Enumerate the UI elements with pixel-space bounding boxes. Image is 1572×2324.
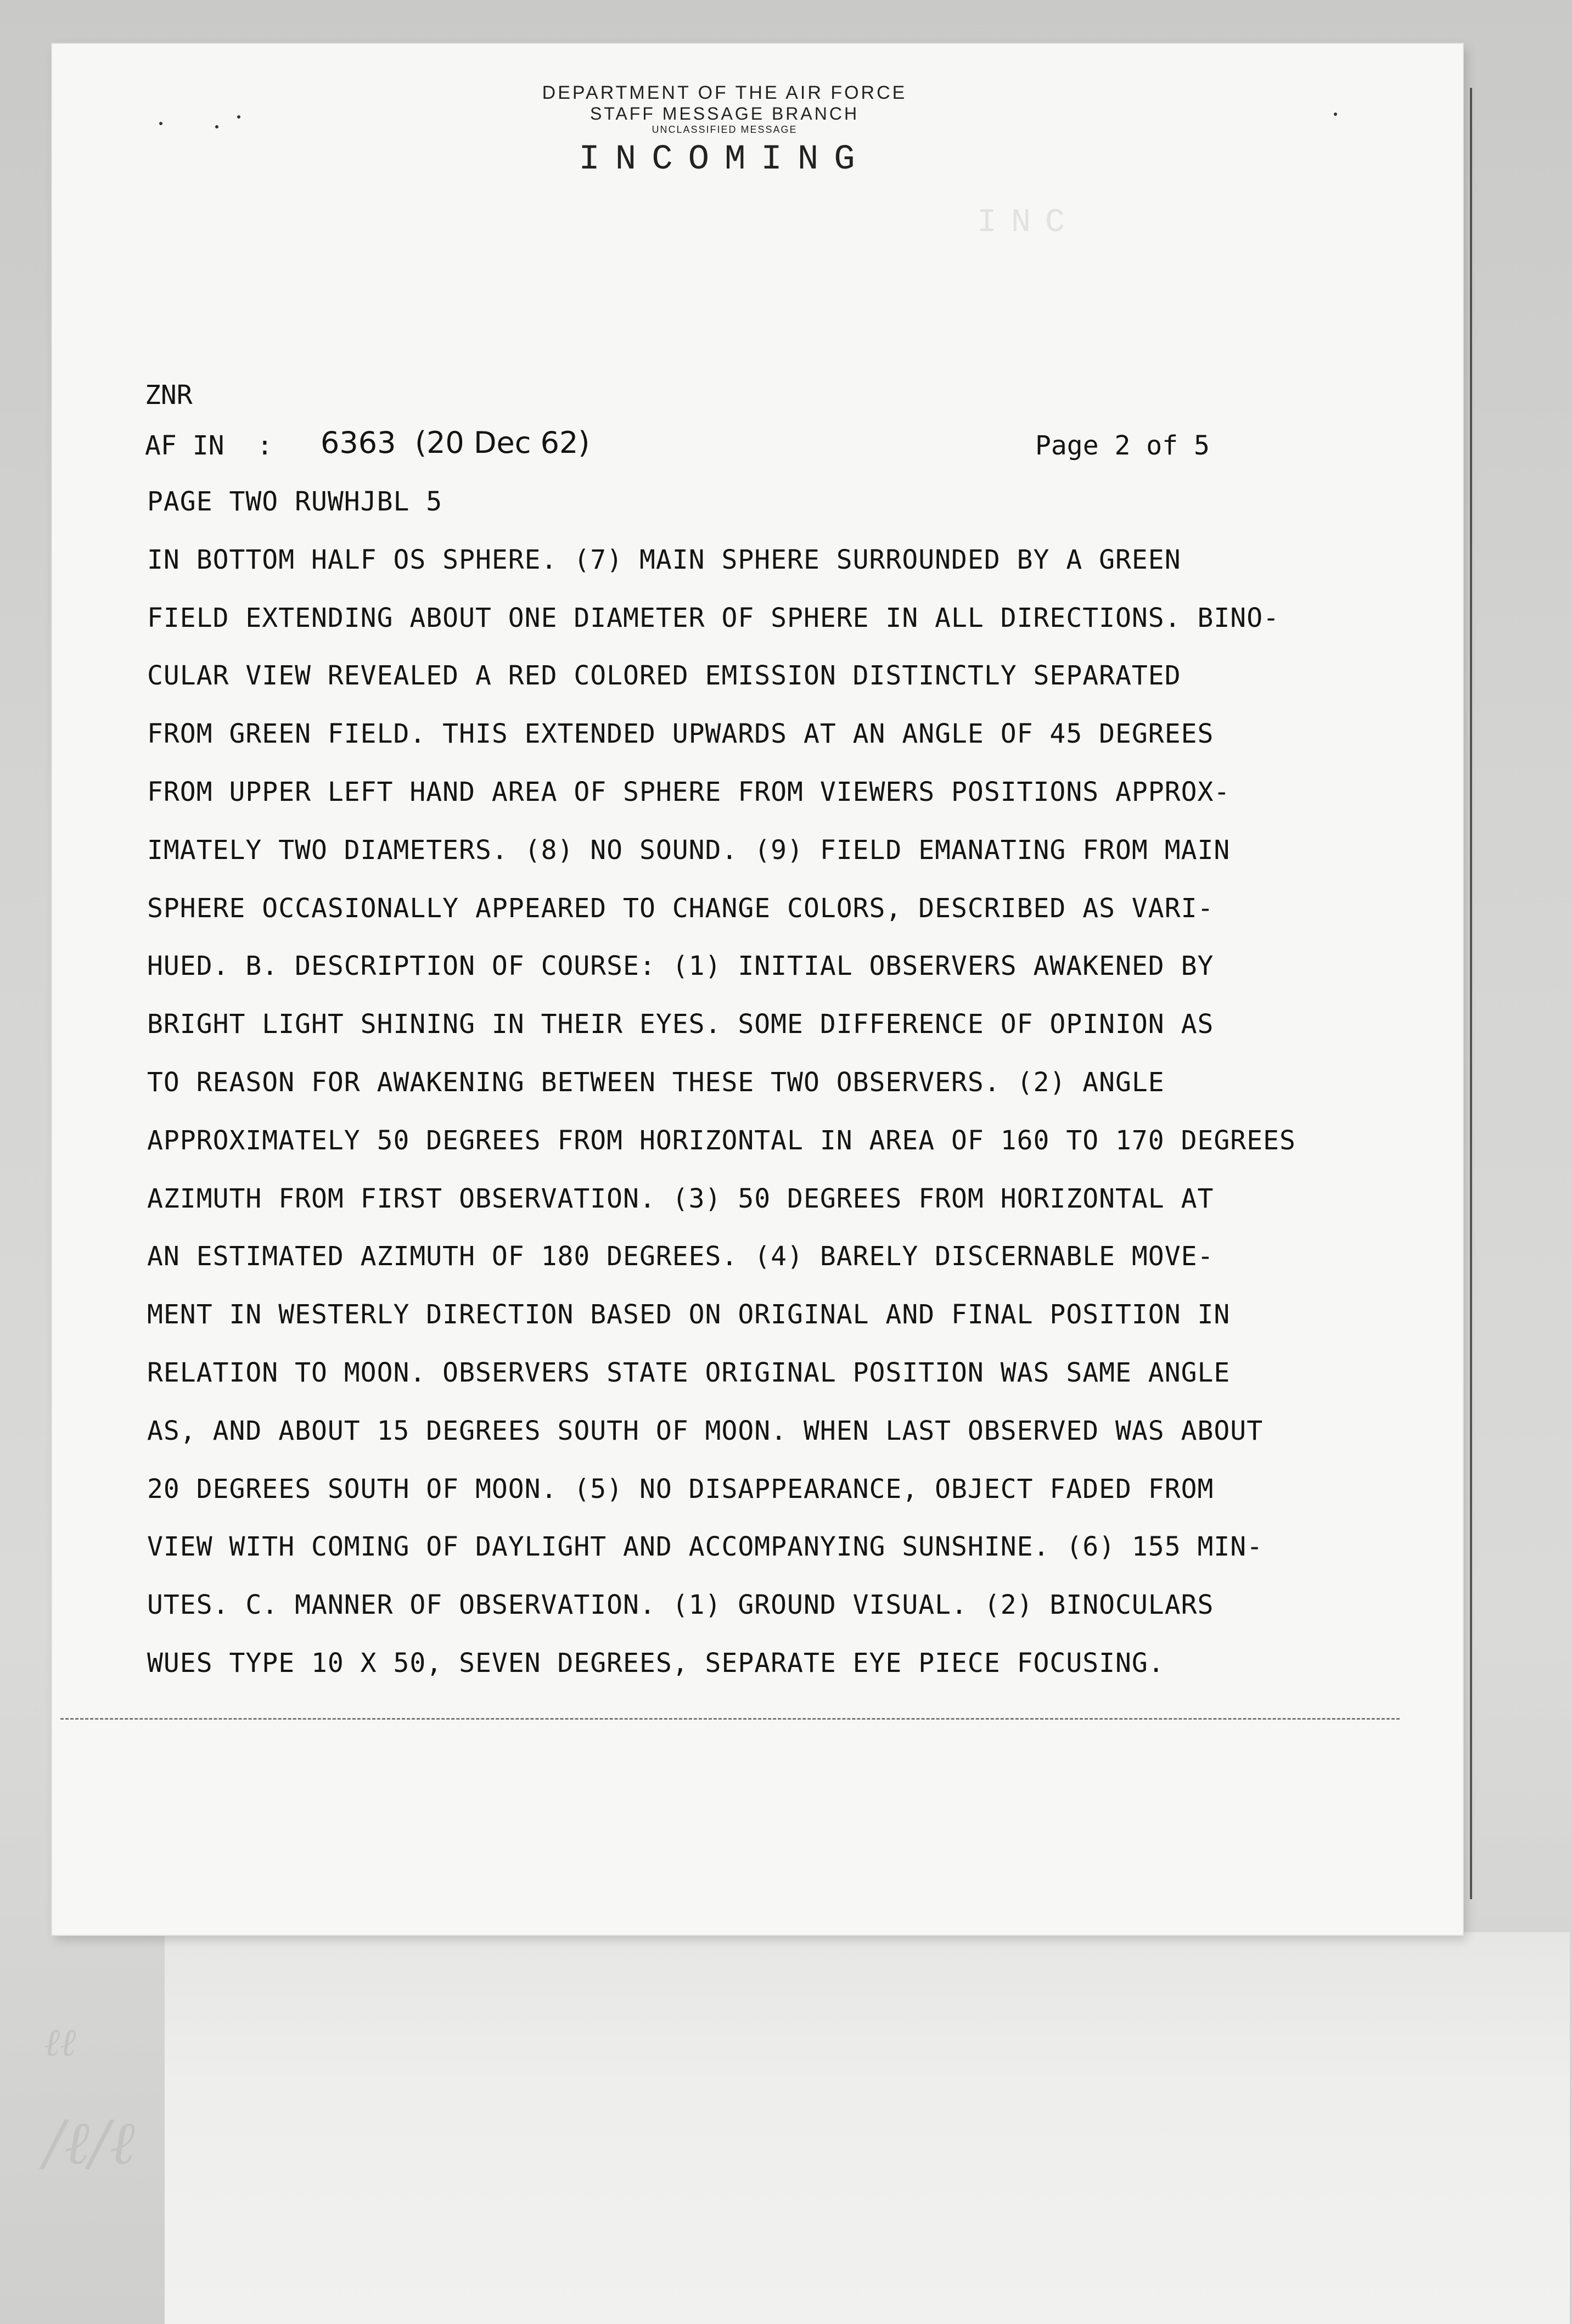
body-line: TO REASON FOR AWAKENING BETWEEN THESE TWO OBSERVERS. (2) ANGLE	[147, 1066, 1165, 1098]
body-line: FROM GREEN FIELD. THIS EXTENDED UPWARDS AT AN ANGLE OF 45 DEGREES	[147, 718, 1214, 750]
body-line: BRIGHT LIGHT SHINING IN THEIR EYES. SOME DIFFERENCE OF OPINION AS	[147, 1009, 1214, 1040]
paper-shadow	[165, 1932, 1570, 2324]
af-in-separator: :	[257, 430, 273, 461]
tear-line	[60, 1718, 1400, 1720]
body-line: 20 DEGREES SOUTH OF MOON. (5) NO DISAPPEARANCE, OBJECT FADED FROM	[147, 1473, 1214, 1505]
body-line: WUES TYPE 10 X 50, SEVEN DEGREES, SEPARATE EYE PIECE FOCUSING.	[147, 1647, 1165, 1679]
body-line: SPHERE OCCASIONALLY APPEARED TO CHANGE COLORS, DESCRIBED AS VARI-	[147, 892, 1214, 924]
body-line: FIELD EXTENDING ABOUT ONE DIAMETER OF SPHERE IN ALL DIRECTIONS. BINO-	[147, 602, 1279, 633]
af-in-date: (20 Dec 62)	[415, 425, 590, 460]
body-line: PAGE TWO RUWHJBL 5	[147, 486, 443, 517]
body-line: FROM UPPER LEFT HAND AREA OF SPHERE FROM VIEWERS POSITIONS APPROX-	[147, 776, 1231, 807]
message-body	[147, 486, 1431, 1708]
body-line: VIEW WITH COMING OF DAYLIGHT AND ACCOMPANYING SUNSHINE. (6) 155 MIN-	[147, 1531, 1264, 1563]
body-line: AS, AND ABOUT 15 DEGREES SOUTH OF MOON. WHEN LAST OBSERVED WAS ABOUT	[147, 1415, 1264, 1446]
body-line: AZIMUTH FROM FIRST OBSERVATION. (3) 50 DEGREES FROM HORIZONTAL AT	[147, 1183, 1214, 1214]
body-line: APPROXIMATELY 50 DEGREES FROM HORIZONTAL IN AREA OF 160 TO 170 DEGREES	[147, 1125, 1296, 1156]
branch-heading: STAFF MESSAGE BRANCH	[590, 104, 860, 124]
margin-rule	[1470, 88, 1472, 1899]
margin-scribble: /ℓ/ℓ	[44, 2108, 135, 2178]
af-in-number: 6363	[321, 425, 396, 460]
margin-scribble: ℓℓ	[44, 2020, 76, 2065]
body-line: MENT IN WESTERLY DIRECTION BASED ON ORIGINAL AND FINAL POSITION IN	[147, 1299, 1231, 1331]
incoming-title: INCOMING	[579, 139, 871, 179]
department-heading: DEPARTMENT OF THE AIR FORCE	[542, 82, 907, 103]
page-indicator: Page 2 of 5	[1035, 430, 1210, 461]
body-line: AN ESTIMATED AZIMUTH OF 180 DEGREES. (4) BARELY DISCERNABLE MOVE-	[147, 1241, 1214, 1272]
body-line: UTES. C. MANNER OF OBSERVATION. (1) GROUND VISUAL. (2) BINOCULARS	[147, 1590, 1214, 1621]
body-line: IN BOTTOM HALF OS SPHERE. (7) MAIN SPHERE SURROUNDED BY A GREEN	[147, 544, 1181, 575]
message-header	[0, 82, 1449, 180]
af-in-label: AF IN	[145, 430, 224, 461]
body-line: RELATION TO MOON. OBSERVERS STATE ORIGINAL POSITION WAS SAME ANGLE	[147, 1357, 1231, 1388]
body-line: IMATELY TWO DIAMETERS. (8) NO SOUND. (9) FIELD EMANATING FROM MAIN	[147, 834, 1231, 866]
bleed-through-text: INC	[977, 204, 1080, 242]
body-line: CULAR VIEW REVEALED A RED COLORED EMISSION DISTINCTLY SEPARATED	[147, 660, 1181, 692]
routing-indicator: ZNR	[145, 380, 193, 411]
body-line: HUED. B. DESCRIPTION OF COURSE: (1) INITIAL OBSERVERS AWAKENED BY	[147, 951, 1214, 982]
classification-label: UNCLASSIFIED MESSAGE	[652, 124, 798, 135]
